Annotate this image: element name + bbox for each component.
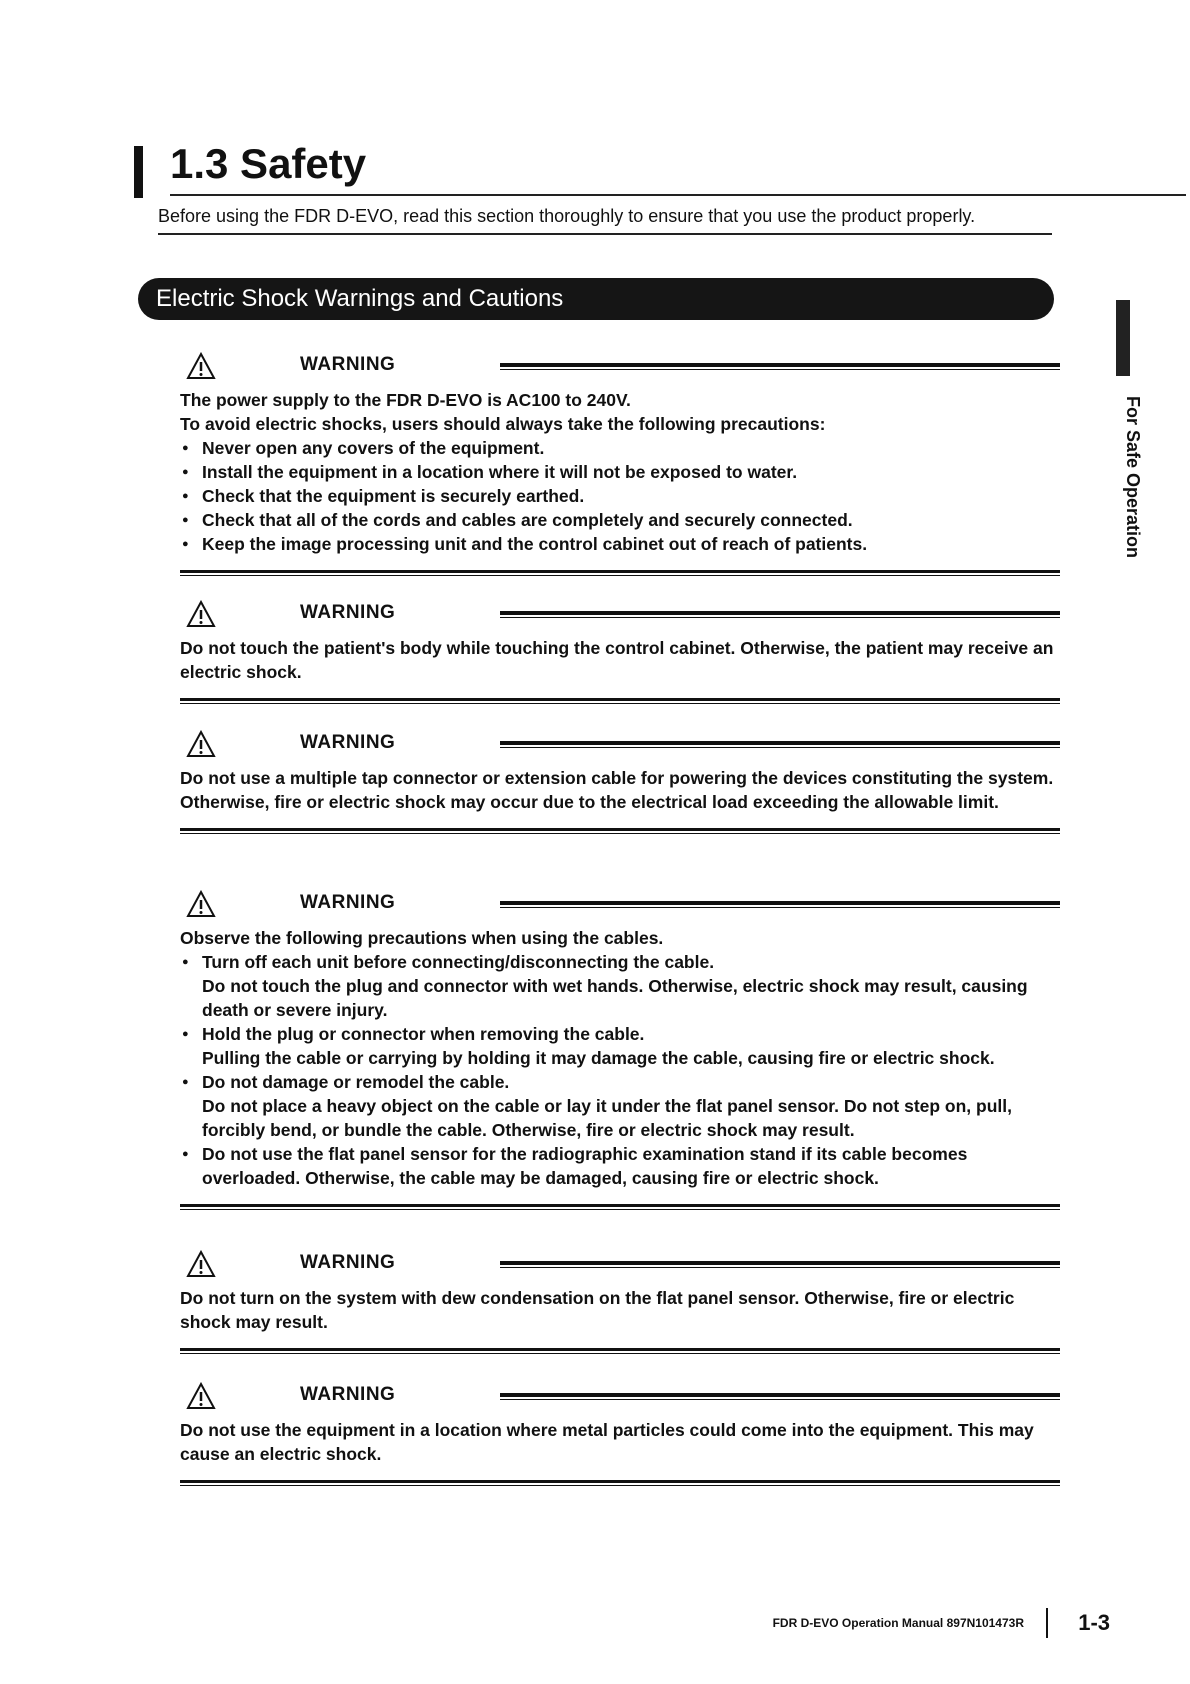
warning-bullet-item: ● Check that the equipment is securely earthed. bbox=[180, 484, 1060, 508]
warning-bullet-list bbox=[180, 950, 1060, 1190]
subsection-banner: Electric Shock Warnings and Cautions bbox=[138, 278, 1054, 320]
warning-text: The power supply to the FDR D-EVO is AC100 to 240V. bbox=[180, 390, 631, 410]
chapter-side-text: For Safe Operation bbox=[1123, 396, 1143, 559]
warning-bullet-item: ● Check that all of the cords and cables are completely and securely connected. bbox=[180, 508, 1060, 532]
intro-text: Before using the FDR D-EVO, read this section thoroughly to ensure that you use the product properly. bbox=[158, 206, 976, 226]
warning-text: Do not touch the patient's body while touching the control cabinet. Otherwise, the patient may receive an electric shock. bbox=[180, 638, 1054, 682]
warning-header-rule bbox=[500, 1393, 1060, 1397]
warning-bullet-item: ● Turn off each unit before connecting/disconnecting the cable. Do not touch the plug and connector with wet hands. Otherwise, electric shock may result, causing death or severe injury. bbox=[180, 950, 1060, 1022]
footer-divider bbox=[1046, 1608, 1048, 1638]
warning-body bbox=[180, 926, 1060, 1190]
warning-text: Do not turn on the system with dew condensation on the flat panel sensor. Otherwise, fire or electric shock may result. bbox=[180, 1288, 1015, 1332]
warning-end-rule bbox=[180, 828, 1060, 834]
warning-bullet-list bbox=[180, 436, 1060, 556]
warning-label: WARNING bbox=[300, 892, 396, 913]
warning-end-rule bbox=[180, 698, 1060, 704]
warning-bullet-item: ● Install the equipment in a location where it will not be exposed to water. bbox=[180, 460, 1060, 484]
warning-text: Do not use the equipment in a location where metal particles could come into the equipment. This may cause an electric shock. bbox=[180, 1420, 1034, 1464]
warning-triangle-icon bbox=[186, 1250, 216, 1278]
warning-header-rule bbox=[500, 741, 1060, 745]
warning-body bbox=[180, 1418, 1060, 1466]
warning-header bbox=[180, 1250, 1060, 1278]
warning-text: Observe the following precautions when using the cables. bbox=[180, 928, 664, 948]
warning-block bbox=[180, 1250, 1060, 1354]
warning-triangle-icon bbox=[186, 890, 216, 918]
warning-label: WARNING bbox=[300, 602, 396, 623]
warning-label: WARNING bbox=[300, 1252, 396, 1273]
warning-triangle-icon bbox=[186, 730, 216, 758]
warning-text: Do not use a multiple tap connector or extension cable for powering the devices constituting the system. Otherwise, fire or electric shock may occur due to the electrical load exceeding the allowable limit. bbox=[180, 768, 1054, 812]
warning-header bbox=[180, 890, 1060, 918]
warning-end-rule bbox=[180, 1204, 1060, 1210]
warning-header bbox=[180, 600, 1060, 628]
warning-label: WARNING bbox=[300, 1384, 396, 1405]
warning-body bbox=[180, 388, 1060, 556]
warning-body bbox=[180, 766, 1060, 814]
warning-block bbox=[180, 352, 1060, 576]
warning-end-rule bbox=[180, 570, 1060, 576]
warning-body bbox=[180, 636, 1060, 684]
warning-block bbox=[180, 600, 1060, 704]
warning-block bbox=[180, 730, 1060, 834]
warning-end-rule bbox=[180, 1348, 1060, 1354]
section-header bbox=[134, 138, 1054, 200]
warning-bullet-item: ● Do not damage or remodel the cable. Do not place a heavy object on the cable or lay it under the flat panel sensor. Do not step on, pull, forcibly bend, or bundle the cable. Otherwise, fire or electric shock may result. bbox=[180, 1070, 1060, 1142]
warning-triangle-icon bbox=[186, 600, 216, 628]
section-title: 1.3 Safety bbox=[170, 140, 367, 187]
warning-triangle-icon bbox=[186, 352, 216, 380]
warning-header-rule bbox=[500, 1261, 1060, 1265]
warning-bullet-item: ● Keep the image processing unit and the control cabinet out of reach of patients. bbox=[180, 532, 1060, 556]
warning-header bbox=[180, 1382, 1060, 1410]
warning-bullet-item: ● Hold the plug or connector when removing the cable. Pulling the cable or carrying by holding it may damage the cable, causing fire or electric shock. bbox=[180, 1022, 1060, 1070]
section-title-rule bbox=[170, 194, 1186, 196]
warning-block bbox=[180, 890, 1060, 1210]
intro-rule bbox=[158, 233, 1052, 235]
warning-triangle-icon bbox=[186, 1382, 216, 1410]
warning-header-rule bbox=[500, 611, 1060, 615]
warning-header-rule bbox=[500, 901, 1060, 905]
page-footer bbox=[770, 1608, 1110, 1638]
warning-text: To avoid electric shocks, users should always take the following precautions: bbox=[180, 414, 826, 434]
warning-bullet-item: ● Never open any covers of the equipment. bbox=[180, 436, 1060, 460]
chapter-tab bbox=[1116, 300, 1130, 376]
warning-header bbox=[180, 352, 1060, 380]
warning-bullet-item: ● Do not use the flat panel sensor for the radiographic examination stand if its cable becomes overloaded. Otherwise, the cable may be damaged, causing fire or electric shock. bbox=[180, 1142, 1060, 1190]
warning-header-rule bbox=[500, 363, 1060, 367]
warning-header bbox=[180, 730, 1060, 758]
warning-end-rule bbox=[180, 1480, 1060, 1486]
section-marker-bar bbox=[134, 146, 143, 198]
warning-body bbox=[180, 1286, 1060, 1334]
footer-manual-id: FDR D-EVO Operation Manual 897N101473R bbox=[772, 1616, 1024, 1630]
warning-label: WARNING bbox=[300, 354, 396, 375]
warning-label: WARNING bbox=[300, 732, 396, 753]
warning-block bbox=[180, 1382, 1060, 1486]
page-number: 1-3 bbox=[1078, 1610, 1110, 1635]
